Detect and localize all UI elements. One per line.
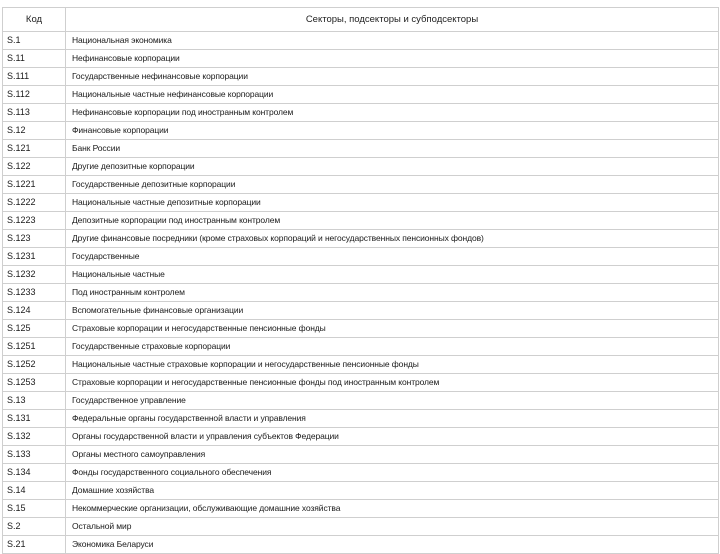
sector-name-cell: Органы местного самоуправления	[66, 446, 719, 464]
table-row	[3, 500, 719, 518]
table-row	[3, 212, 719, 230]
table-row	[3, 68, 719, 86]
sector-name-cell: Национальные частные нефинансовые корпорации	[66, 86, 719, 104]
table-row	[3, 428, 719, 446]
table-row	[3, 284, 719, 302]
column-header-sectors: Секторы, подсекторы и субподсекторы	[66, 8, 719, 32]
sector-name-cell: Экономика Беларуси	[66, 536, 719, 554]
table-row	[3, 518, 719, 536]
table-row	[3, 248, 719, 266]
table-row	[3, 320, 719, 338]
sector-code-cell: S.1	[3, 32, 66, 50]
table-row	[3, 302, 719, 320]
sector-name-cell: Некоммерческие организации, обслуживающие домашние хозяйства	[66, 500, 719, 518]
sector-classification-table	[2, 7, 718, 554]
sector-code-cell: S.1223	[3, 212, 66, 230]
table-row	[3, 104, 719, 122]
table-row	[3, 374, 719, 392]
sector-name-cell: Национальная экономика	[66, 32, 719, 50]
sector-code-cell: S.133	[3, 446, 66, 464]
sector-code-cell: S.13	[3, 392, 66, 410]
table-row	[3, 122, 719, 140]
sector-code-cell: S.1231	[3, 248, 66, 266]
sector-name-cell: Под иностранным контролем	[66, 284, 719, 302]
sector-name-cell: Остальной мир	[66, 518, 719, 536]
sector-code-cell: S.12	[3, 122, 66, 140]
sector-name-cell: Вспомогательные финансовые организации	[66, 302, 719, 320]
sector-code-cell: S.132	[3, 428, 66, 446]
table-row	[3, 32, 719, 50]
sector-name-cell: Государственные страховые корпорации	[66, 338, 719, 356]
sector-code-cell: S.1222	[3, 194, 66, 212]
table-row	[3, 158, 719, 176]
sector-name-cell: Страховые корпорации и негосударственные пенсионные фонды	[66, 320, 719, 338]
sector-name-cell: Депозитные корпорации под иностранным контролем	[66, 212, 719, 230]
sector-code-cell: S.1251	[3, 338, 66, 356]
sector-name-cell: Государственное управление	[66, 392, 719, 410]
sector-name-cell: Национальные частные страховые корпорации и негосударственные пенсионные фонды	[66, 356, 719, 374]
sector-code-cell: S.1221	[3, 176, 66, 194]
sector-code-cell: S.124	[3, 302, 66, 320]
table-row	[3, 338, 719, 356]
table-row	[3, 464, 719, 482]
sector-code-cell: S.11	[3, 50, 66, 68]
sector-code-cell: S.121	[3, 140, 66, 158]
sector-name-cell: Другие депозитные корпорации	[66, 158, 719, 176]
sector-name-cell: Национальные частные депозитные корпорации	[66, 194, 719, 212]
sector-code-cell: S.123	[3, 230, 66, 248]
column-header-code: Код	[3, 8, 66, 32]
sector-name-cell: Другие финансовые посредники (кроме страховых корпораций и негосударственных пенсионных фондов)	[66, 230, 719, 248]
sector-name-cell: Государственные депозитные корпорации	[66, 176, 719, 194]
sector-code-cell: S.113	[3, 104, 66, 122]
sector-name-cell: Национальные частные	[66, 266, 719, 284]
sector-code-cell: S.134	[3, 464, 66, 482]
sector-code-cell: S.125	[3, 320, 66, 338]
sector-code-cell: S.15	[3, 500, 66, 518]
sector-code-cell: S.1253	[3, 374, 66, 392]
sector-name-cell: Домашние хозяйства	[66, 482, 719, 500]
sector-name-cell: Банк России	[66, 140, 719, 158]
sector-name-cell: Органы государственной власти и управления субъектов Федерации	[66, 428, 719, 446]
sector-code-cell: S.21	[3, 536, 66, 554]
table-row	[3, 356, 719, 374]
table-body	[3, 32, 719, 554]
sector-code-cell: S.1233	[3, 284, 66, 302]
sector-name-cell: Государственные	[66, 248, 719, 266]
sector-name-cell: Финансовые корпорации	[66, 122, 719, 140]
table-header-row	[3, 8, 719, 32]
table-row	[3, 482, 719, 500]
table-row	[3, 176, 719, 194]
table-row	[3, 536, 719, 554]
sector-code-cell: S.2	[3, 518, 66, 536]
sector-name-cell: Государственные нефинансовые корпорации	[66, 68, 719, 86]
table-row	[3, 266, 719, 284]
table-row	[3, 50, 719, 68]
sector-name-cell: Страховые корпорации и негосударственные пенсионные фонды под иностранным контролем	[66, 374, 719, 392]
sector-code-cell: S.112	[3, 86, 66, 104]
table-row	[3, 194, 719, 212]
sector-name-cell: Нефинансовые корпорации под иностранным контролем	[66, 104, 719, 122]
sector-name-cell: Фонды государственного социального обеспечения	[66, 464, 719, 482]
table-row	[3, 410, 719, 428]
sector-code-cell: S.131	[3, 410, 66, 428]
sector-code-cell: S.14	[3, 482, 66, 500]
sector-code-cell: S.1252	[3, 356, 66, 374]
sector-name-cell: Нефинансовые корпорации	[66, 50, 719, 68]
sectors-table	[2, 7, 719, 554]
sector-code-cell: S.1232	[3, 266, 66, 284]
sector-code-cell: S.111	[3, 68, 66, 86]
sector-code-cell: S.122	[3, 158, 66, 176]
table-row	[3, 230, 719, 248]
table-row	[3, 392, 719, 410]
table-row	[3, 86, 719, 104]
table-row	[3, 446, 719, 464]
table-row	[3, 140, 719, 158]
sector-name-cell: Федеральные органы государственной власти и управления	[66, 410, 719, 428]
